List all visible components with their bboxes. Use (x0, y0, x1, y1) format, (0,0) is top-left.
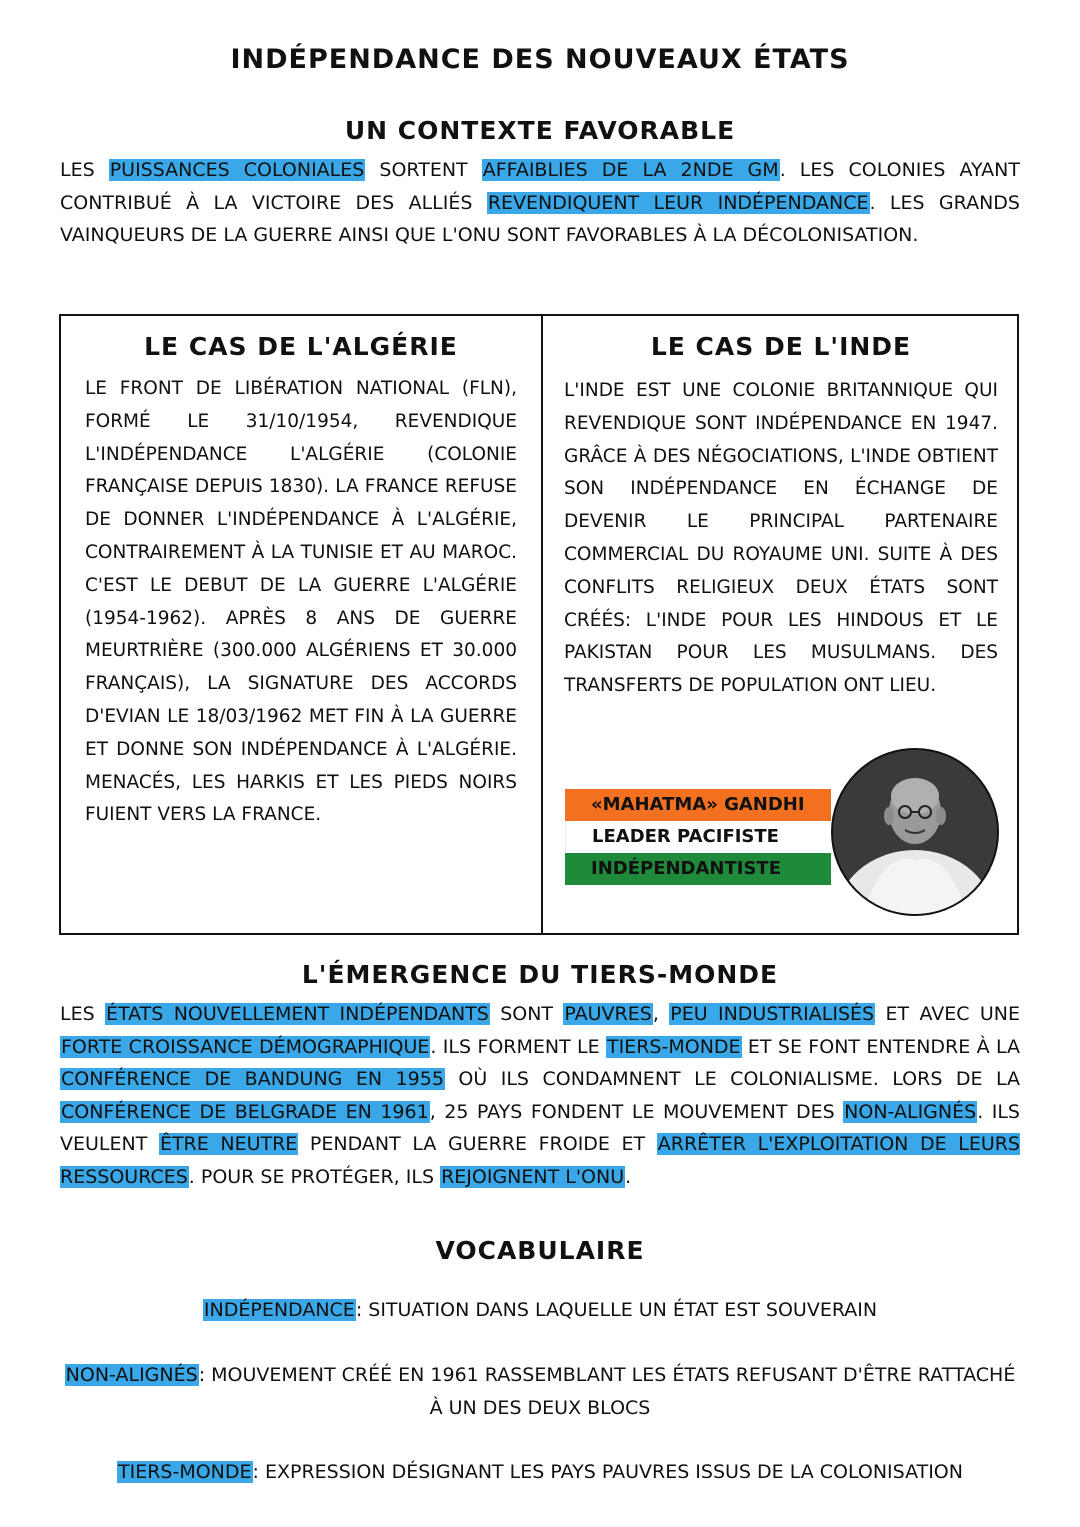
vocab-term: TIERS-MONDE (118, 1461, 252, 1483)
highlight: PUISSANCES COLONIALES (109, 159, 365, 181)
paragraph-contexte: LES PUISSANCES COLONIALES SORTENT AFFAIBLIES DE LA 2NDE GM. LES COLONIES AYANT CONTRIBUÉ À LA VICTOIRE DES ALLIÉS REVENDIQUENT LEUR INDÉPENDANCE. LES GRANDS VAINQUEURS DE LA GUERRE AINSI QUE L'ONU SONT FAVORABLES À LA DÉCOLONISATION. (60, 159, 1021, 246)
vocab-item (60, 1294, 1020, 1327)
column-divider (541, 316, 543, 933)
vocab-term: NON-ALIGNÉS (65, 1364, 198, 1386)
inde-column (564, 316, 998, 703)
vocab-item (60, 1359, 1020, 1424)
highlight: AFFAIBLIES DE LA 2NDE GM (482, 159, 779, 181)
flag-line-1: «MAHATMA» GANDHI (565, 789, 831, 821)
algerie-text: LE FRONT DE LIBÉRATION NATIONAL (FLN), FORMÉ LE 31/10/1954, REVENDIQUE L'INDÉPENDANCE L'ALGÉRIE (COLONIE FRANÇAISE DEPUIS 1830). LA FRANCE REFUSE DE DONNER L'INDÉPENDANCE À L'ALGÉRIE, CONTRAIREMENT À LA TUNISIE ET AU MAROC. C'EST LE DEBUT DE LA GUERRE L'ALGÉRIE (1954-1962). APRÈS 8 ANS DE GUERRE MEURTRIÈRE (300.000 ALGÉRIENS ET 30.000 FRANÇAIS), LA SIGNATURE DES ACCORDS D'EVIAN LE 18/03/1962 MET FIN À LA GUERRE ET DONNE SON INDÉPENDANCE À L'ALGÉRIE. MENACÉS, LES HARKIS ET LES PIEDS NOIRS FUIENT VERS LA FRANCE. (85, 378, 517, 826)
flag-line-2: LEADER PACIFISTE (565, 821, 831, 853)
heading-tiers-monde: L'ÉMERGENCE DU TIERS-MONDE (301, 960, 779, 989)
highlight: REJOIGNENT L'ONU (441, 1165, 625, 1188)
highlight: PEU INDUSTRIALISÉS (670, 1003, 875, 1025)
vocab-term: INDÉPENDANCE (203, 1299, 355, 1321)
highlight: NON-ALIGNÉS (844, 1100, 977, 1123)
vocab-definition: : EXPRESSION DÉSIGNANT LES PAYS PAUVRES ISSUS DE LA COLONISATION (252, 1461, 963, 1483)
heading-contexte: UN CONTEXTE FAVORABLE (344, 116, 736, 145)
highlight: ARRÊTER L'EXPLOITATION DE LEURS RESSOURCES (60, 1133, 1020, 1188)
vocab-definition: : SITUATION DANS LAQUELLE UN ÉTAT EST SOUVERAIN (355, 1299, 878, 1321)
flag-line-3: INDÉPENDANTISTE (565, 853, 831, 885)
highlight: ÊTRE NEUTRE (159, 1133, 298, 1155)
heading-vocabulaire: VOCABULAIRE (435, 1236, 645, 1265)
case-studies-box (59, 314, 1019, 935)
gandhi-portrait-icon (831, 748, 999, 916)
heading-inde: LE CAS DE L'INDE (650, 332, 912, 361)
highlight: TIERS-MONDE (607, 1035, 741, 1058)
highlight: PAUVRES (564, 1003, 652, 1025)
highlight: CONFÉRENCE DE BANDUNG EN 1955 (61, 1068, 444, 1090)
algerie-column (85, 316, 517, 832)
highlight: REVENDIQUENT LEUR INDÉPENDANCE (487, 191, 869, 214)
vocab-item (60, 1456, 1020, 1489)
highlight: CONFÉRENCE DE BELGRADE EN 1961 (61, 1100, 429, 1123)
gandhi-flag-caption (565, 789, 831, 887)
heading-algerie: LE CAS DE L'ALGÉRIE (144, 332, 458, 361)
highlight: ÉTATS NOUVELLEMENT INDÉPENDANTS (106, 1003, 489, 1025)
highlight: FORTE CROISSANCE DÉMOGRAPHIQUE (61, 1035, 430, 1058)
page-title: INDÉPENDANCE DES NOUVEAUX ÉTATS (230, 44, 850, 75)
vocab-definition: : MOUVEMENT CRÉÉ EN 1961 RASSEMBLANT LES ÉTATS REFUSANT D'ÊTRE RATTACHÉ À UN DES DEUX BLOCS (198, 1364, 1016, 1419)
inde-text: L'INDE EST UNE COLONIE BRITANNIQUE QUI REVENDIQUE SONT INDÉPENDANCE EN 1947. GRÂCE À DES NÉGOCIATIONS, L'INDE OBTIENT SON INDÉPENDANCE EN ÉCHANGE DE DEVENIR LE PRINCIPAL PARTENAIRE COMMERCIAL DU ROYAUME UNI. SUITE À DES CONFLITS RELIGIEUX DEUX ÉTATS SONT CRÉÉS: L'INDE POUR LES HINDOUS ET LE PAKISTAN POUR LES MUSULMANS. DES TRANSFERTS DE POPULATION ONT LIEU. (564, 380, 998, 697)
paragraph-tiers-monde: LES ÉTATS NOUVELLEMENT INDÉPENDANTS SONT PAUVRES, PEU INDUSTRIALISÉS ET AVEC UNE FORTE CROISSANCE DÉMOGRAPHIQUE. ILS FORMENT LE TIERS-MONDE ET SE FONT ENTENDRE À LA CONFÉRENCE DE BANDUNG EN 1955 OÙ ILS CONDAMNENT LE COLONIALISME. LORS DE LA CONFÉRENCE DE BELGRADE EN 1961, 25 PAYS FONDENT LE MOUVEMENT DES NON-ALIGNÉS. ILS VEULENT ÊTRE NEUTRE PENDANT LA GUERRE FROIDE ET ARRÊTER L'EXPLOITATION DE LEURS RESSOURCES. POUR SE PROTÉGER, ILS REJOIGNENT L'ONU. (60, 1003, 1020, 1188)
